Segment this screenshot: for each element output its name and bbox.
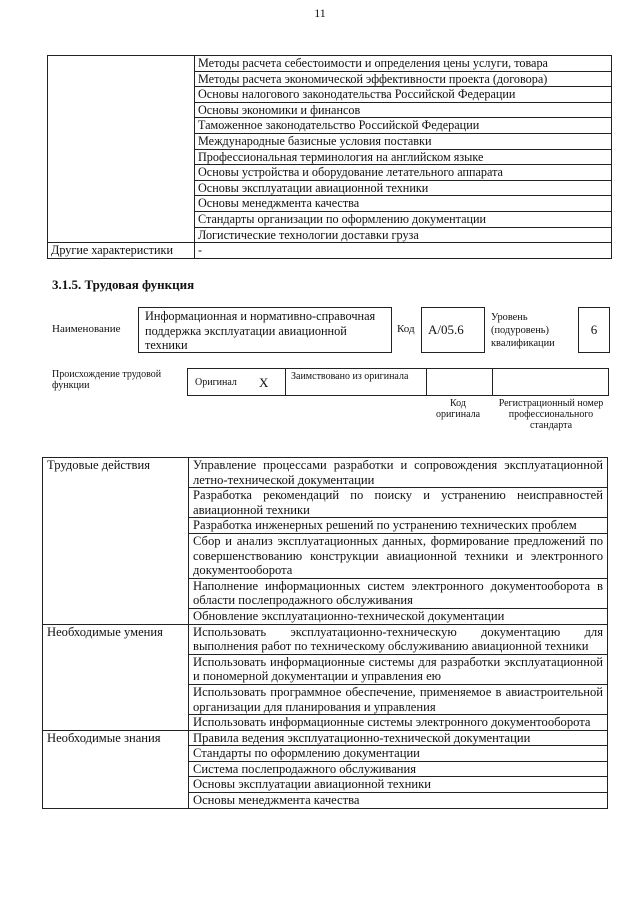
borrowed-label: Заимствовано из оригинала (291, 371, 409, 382)
origin-label: Происхождение трудовой функции (52, 369, 162, 391)
reg-number-caption: Регистрационный номер профессионального стандарта (498, 398, 604, 431)
level-box (578, 307, 610, 353)
group-item: Основы менеджмента качества (189, 793, 608, 809)
knowledge-label-cell (48, 56, 195, 243)
group-item: Правила ведения эксплуатационно-технической документации (189, 730, 608, 746)
code-value: A/05.6 (428, 322, 464, 337)
other-characteristics-label: Другие характеристики (48, 243, 195, 259)
knowledge-item: Стандарты организации по оформлению документации (195, 211, 612, 227)
group-label: Необходимые знания (43, 730, 189, 808)
knowledge-row (48, 56, 612, 72)
group-label: Трудовые действия (43, 458, 189, 625)
knowledge-item: Логистические технологии доставки груза (195, 227, 612, 243)
group-item: Наполнение информационных систем электронного документооборота в области послепродажного обслуживания (189, 578, 608, 608)
original-label: Оригинал (195, 377, 237, 388)
knowledge-item: Профессиональная терминология на английском языке (195, 149, 612, 165)
labor-function-table (42, 457, 608, 809)
code-box (421, 307, 485, 353)
knowledge-item: Основы экономики и финансов (195, 102, 612, 118)
code-original-caption: Код оригинала (435, 398, 481, 420)
group-item: Разработка инженерных решений по устранению технических проблем (189, 518, 608, 534)
original-mark: X (259, 375, 269, 390)
group-item: Использовать программное обеспечение, применяемое в авиастроительной организации для планирования и управления (189, 684, 608, 714)
group-item: Сбор и анализ эксплуатационных данных, формирование предложений по совершенствованию конструкции авиационной техники и электронного документооборота (189, 533, 608, 578)
group-item: Система послепродажного обслуживания (189, 761, 608, 777)
group-item: Использовать информационные системы для разработки эксплуатационной и пономерной документации и управления ею (189, 654, 608, 684)
origin-row (187, 368, 609, 396)
labor-row (43, 730, 608, 746)
function-name-box (138, 307, 392, 353)
knowledge-item: Международные базисные условия поставки (195, 133, 612, 149)
knowledge-item: Методы расчета экономической эффективности проекта (договора) (195, 71, 612, 87)
labor-row (43, 458, 608, 488)
group-item: Разработка рекомендаций по поиску и устранению неисправностей авиационной техники (189, 488, 608, 518)
other-characteristics-row (48, 243, 612, 259)
function-name-value: Информационная и нормативно-справочная поддержка эксплуатации авиационной техники (145, 309, 376, 352)
knowledge-item: Таможенное законодательство Российской Федерации (195, 118, 612, 134)
group-label: Необходимые умения (43, 624, 189, 730)
group-item: Использовать эксплуатационно-техническую документацию для выполнения работ по техническому обслуживанию авиационной техники (189, 624, 608, 654)
knowledge-item: Основы устройства и оборудование летательного аппарата (195, 165, 612, 181)
group-item: Основы эксплуатации авиационной техники (189, 777, 608, 793)
code-label: Код (397, 323, 415, 335)
knowledge-item: Методы расчета себестоимости и определения цены услуги, товара (195, 56, 612, 72)
group-item: Обновление эксплуатационно-технической документации (189, 608, 608, 624)
knowledge-continuation-table (47, 55, 612, 259)
name-label: Наименование (52, 323, 121, 335)
knowledge-item: Основы налогового законодательства Российской Федерации (195, 87, 612, 103)
level-value: 6 (590, 322, 598, 337)
knowledge-item: Основы эксплуатации авиационной техники (195, 180, 612, 196)
group-item: Управление процессами разработки и сопровождения эксплуатационной летно-технической документации (189, 458, 608, 488)
knowledge-item: Основы менеджмента качества (195, 196, 612, 212)
page-number: 11 (314, 6, 326, 20)
section-heading: 3.1.5. Трудовая функция (52, 277, 195, 292)
group-item: Стандарты по оформлению документации (189, 746, 608, 762)
group-item: Использовать информационные системы электронного документооборота (189, 715, 608, 731)
level-label: Уровень (подуровень) квалификации (491, 312, 555, 349)
other-characteristics-value: - (195, 243, 612, 259)
labor-row (43, 624, 608, 654)
